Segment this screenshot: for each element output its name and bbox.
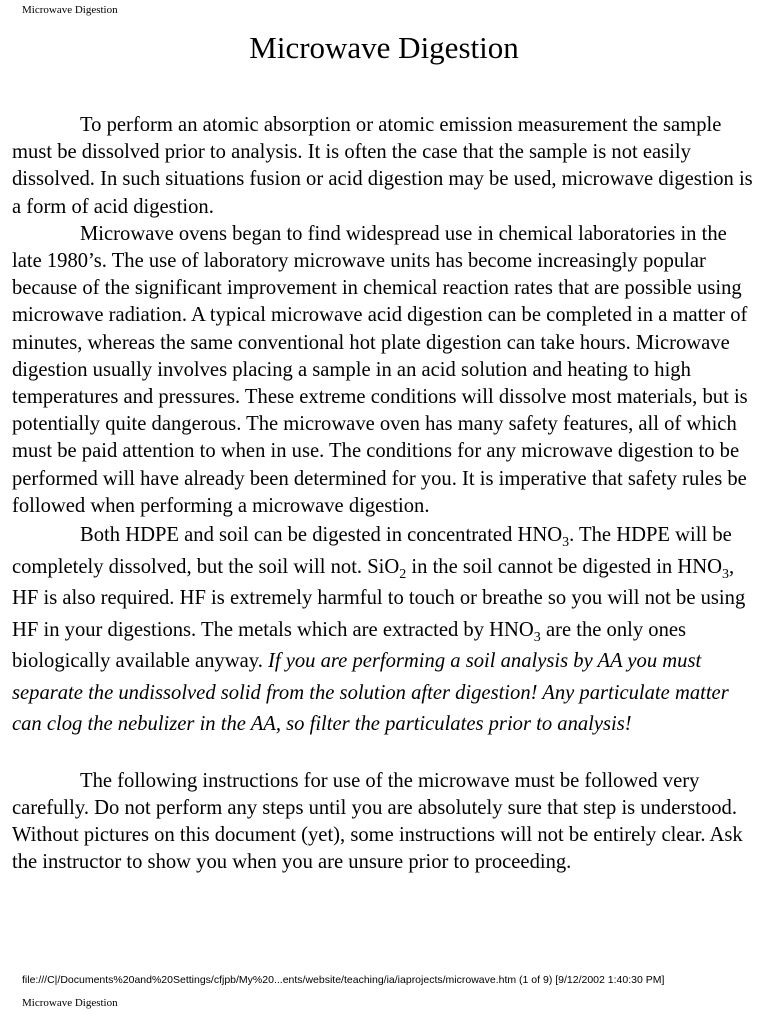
p3-text-d: , HF is also required. HF is extremely harmful to touch or breathe so you will not be using HF in your digestions. The metals which are extracted by HNO — [12, 555, 746, 641]
document-body — [12, 112, 757, 876]
file-path-footer: file:///C|/Documents%20and%20Settings/cfjpb/My%20...ents/website/teaching/ia/iaprojects/microwave.htm (1 of 9) [9/12/2002 1:40:30 PM] — [22, 974, 665, 986]
subscript-3: 3 — [562, 535, 570, 551]
p3-text-a: Both HDPE and soil can be digested in concentrated HNO — [80, 524, 563, 547]
paragraph-microwave-ovens: Microwave ovens began to find widespread use in chemical laboratories in the late 1980’s. The use of laboratory microwave units has become increasingly popular because of the significant improvement in chemical reaction rates that are possible using microwave radiation. A typical microwave acid digestion can be completed in a matter of minutes, whereas the same conventional hot plate digestion can take hours. Microwave digestion usually involves placing a sample in an acid solution and heating to high temperatures and pressures. These extreme conditions will dissolve most materials, but is potentially quite dangerous. The microwave oven has many safety features, all of which must be paid attention to when in use. The conditions for any microwave digestion to be performed will have already been determined for you. It is imperative that safety rules be followed when performing a microwave digestion. — [12, 222, 748, 517]
subscript-3: 3 — [533, 629, 541, 645]
p3-italic-warning: If you are performing a soil analysis by AA you must separate the undissolved solid from the solution after digestion! Any particulate matter can clog the nebulizer in the AA, so filter the particulates prior to analysis! — [12, 650, 729, 736]
subscript-3: 3 — [721, 566, 729, 582]
paragraph-hdpe-soil — [12, 520, 757, 741]
running-header: Microwave Digestion — [22, 4, 118, 16]
p3-text-e: are the only ones biologically available anyway. — [12, 618, 687, 673]
paragraph-intro: To perform an atomic absorption or atomic emission measurement the sample must be dissolved prior to analysis. It is often the case that the sample is not easily dissolved. In such situations fusion or acid digestion may be used, microwave digestion is a form of acid digestion. — [12, 114, 753, 218]
p3-text-b: . The HDPE will be completely dissolved, but the soil will not. SiO — [12, 524, 732, 578]
subscript-2: 2 — [399, 566, 407, 582]
p3-text-c: in the soil cannot be digested in HNO — [406, 555, 722, 578]
paragraph-instructions: The following instructions for use of the microwave must be followed very carefully. Do not perform any steps until you are absolutely sure that step is understood. Without pictures on this document (yet), some instructions will not be entirely clear. Ask the instructor to show you when you are unsure prior to proceeding. — [12, 769, 743, 874]
page-title: Microwave Digestion — [249, 30, 519, 65]
running-header-next-page: Microwave Digestion — [22, 997, 118, 1009]
